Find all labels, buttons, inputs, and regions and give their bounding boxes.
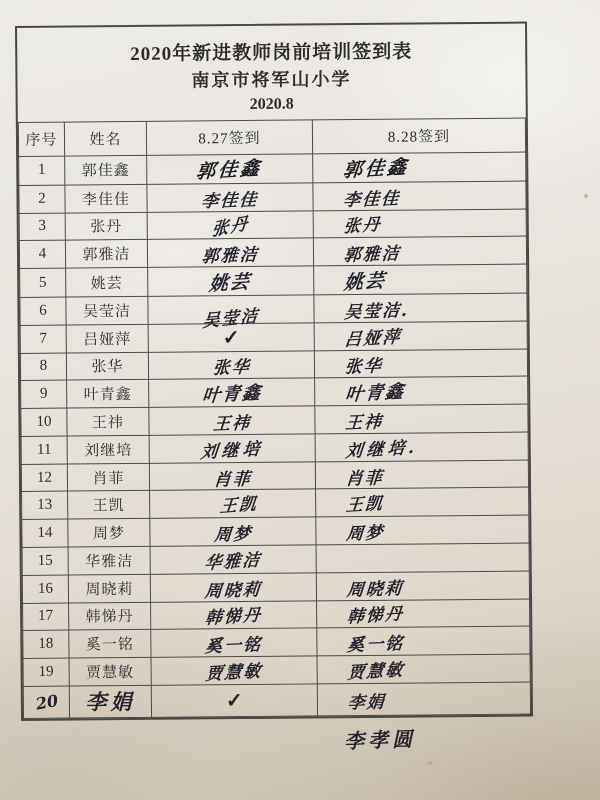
signature-cell-827 [148,295,314,332]
table-row [23,599,530,631]
table-row [20,349,527,381]
signature-cell-827 [150,545,316,574]
row-number: 10 [21,408,67,436]
name-cell: 奚一铭 [69,630,151,658]
name-cell: 张丹 [65,212,147,240]
signature: 吴莹洁 [201,306,260,332]
header-row [18,118,525,156]
row-number: 18 [23,630,69,658]
signature: 肖菲 [344,467,385,490]
signature-cell-828 [317,682,530,716]
signature: 张丹 [210,213,250,242]
signature: 周晓莉 [203,579,263,602]
signature: 郭佳鑫 [195,157,264,184]
signature-cell-828 [314,349,527,379]
signature-cell-827 [150,517,316,546]
row-number: 9 [21,380,67,408]
signature-cell-828 [313,209,526,239]
row-number: 14 [22,519,68,547]
signature-cell-827 [147,154,313,184]
signature: 李佳佳 [342,188,401,211]
signature: 郭雅洁 [343,244,402,267]
table-row [21,432,528,464]
name-cell: 王凯 [68,491,150,519]
signature: 韩悌丹 [345,604,405,629]
name-cell: 姚芸 [66,268,148,298]
table-row [22,515,529,547]
signature: 王凯 [218,494,259,518]
signature: 张华 [211,357,251,380]
table-row [21,376,528,408]
signature: 李娟 [346,692,387,714]
sheet-title: 2020年新进教师岗前培训签到表 [130,41,413,65]
row-number: 2 [19,185,65,213]
table-row [19,209,526,241]
signature-cell-827 [149,462,315,491]
table-row [19,236,526,268]
signature-cell-828 [313,152,526,183]
table-row [21,404,528,436]
table-row [19,152,526,185]
signature-cell-828 [315,460,528,490]
row-number: 7 [20,325,66,353]
name-cell: 郭佳鑫 [65,155,147,185]
signature: 奚一铭 [346,634,405,657]
table-row [20,264,527,297]
signature: 郭雅洁 [201,245,260,268]
table-row [22,543,529,575]
name-cell: 吕娅萍 [66,324,148,352]
table-row [22,571,529,603]
signature: 刘继培. [344,437,420,462]
signature: 周梦 [345,523,385,545]
row-number: 12 [21,464,67,492]
col-header-number: 序号 [18,122,64,156]
signature: 贾慧敏 [346,660,406,684]
signature-cell-827 [147,183,313,212]
signature-cell-827 [150,489,316,518]
signature-cell-828 [317,599,530,629]
name-cell: 王祎 [67,407,149,435]
signature: 李佳佳 [200,189,259,212]
row-number: 1 [19,156,65,185]
signature-cell-828 [315,404,528,434]
name-cell: 贾慧敏 [69,657,151,685]
title-block [17,24,526,122]
signature-cell-827 [147,238,313,267]
signature-cell-828 [315,376,528,406]
signature: 张华 [344,356,384,379]
name-cell: 周梦 [68,519,150,547]
signature: 姚芸 [343,269,388,294]
col-header-name: 姓名 [64,121,146,156]
row-number: 3 [19,213,65,241]
signature-cell-827 [148,266,314,296]
name-cell: 周晓莉 [68,574,150,602]
signature-cell-828 [316,487,529,517]
row-number: 8 [20,353,66,381]
signature-cell-827 [150,573,316,602]
table-row [23,626,530,658]
signature-cell-827 [148,350,314,379]
signature: 刘继培 [199,438,265,463]
name-cell: 叶青鑫 [67,380,149,408]
signature: 郭佳鑫 [342,156,411,183]
signature-cell-828 [316,543,529,573]
table-row [20,321,527,353]
signature: 张丹 [342,215,383,238]
signature-cell-828 [317,626,530,656]
signature: 周梦 [212,524,253,546]
row-number: 19 [23,658,69,686]
signature: 韩悌丹 [203,605,263,630]
signature: 奚一铭 [204,635,263,658]
name-cell: 吴莹洁 [66,296,148,324]
name-cell: 华雅洁 [68,546,150,574]
signature: 周晓莉 [345,578,405,601]
name-cell: 李佳佳 [65,184,147,212]
signature-cell-828 [314,264,527,295]
signature: 王祎 [344,412,384,434]
col-header-signin-828: 8.28签到 [312,118,525,154]
signature: 叶青鑫 [344,380,407,406]
name-cell-handwritten: 李娟 [69,685,151,718]
row-number-handwritten: 20 [21,682,72,722]
row-number: 15 [22,547,68,575]
name-cell: 肖菲 [67,463,149,491]
row-number: 16 [22,575,68,603]
signature: 姚芸 [208,270,253,296]
signature-cell-828 [316,515,529,545]
signin-table [18,118,531,719]
signature: 肖菲 [212,468,252,491]
col-header-signin-827: 8.27签到 [146,120,312,155]
table-row [23,682,530,719]
signature: 吴莹洁. [343,300,410,323]
table-row [21,460,528,492]
row-number: 13 [22,491,68,519]
signature-cell-828 [315,432,528,462]
signature: 吕娅萍 [343,326,403,351]
row-number: 6 [20,297,66,325]
table-row [19,181,526,213]
name-cell: 韩悌丹 [69,602,151,630]
signature-cell-827 [147,210,313,242]
signature: 华雅洁 [203,550,263,574]
checkmark: ✓ [222,325,240,350]
signature: 王祎 [212,413,252,435]
table-row [23,654,530,686]
name-cell: 郭雅洁 [65,240,147,268]
row-number: 4 [19,240,65,268]
signature: 王凯 [344,494,385,517]
row-number: 17 [23,603,69,631]
checkmark: ✓ [225,688,243,713]
signature-cell-827 [151,656,317,685]
row-number: 5 [20,268,66,297]
signature-cell-828 [316,571,529,601]
table-row [20,293,527,325]
handwritten-note-below-table: 李孝圆 [343,726,417,754]
signin-sheet [15,22,533,721]
sheet-school: 南京市将军山小学 [191,69,352,91]
signature-cell-828 [313,181,526,211]
signature-cell-828 [317,654,530,684]
signature-cell-828 [313,236,526,266]
table-row [22,487,529,519]
signature-cell-827 [151,628,317,657]
name-cell: 刘继培 [67,435,149,463]
signature-cell-827 [149,434,315,463]
sheet-date: 2020.8 [249,95,294,113]
row-number: 11 [21,436,67,464]
signature-cell-827 [151,600,317,629]
signature: 叶青鑫 [200,381,263,407]
signature-cell-828 [314,293,527,323]
signature-cell-827 [149,378,315,407]
signature: 贾慧敏 [204,661,264,685]
signature-cell-827 [149,406,315,435]
signature-cell-827 [151,684,317,718]
name-cell: 张华 [66,352,148,380]
signature-cell-828 [314,321,527,351]
